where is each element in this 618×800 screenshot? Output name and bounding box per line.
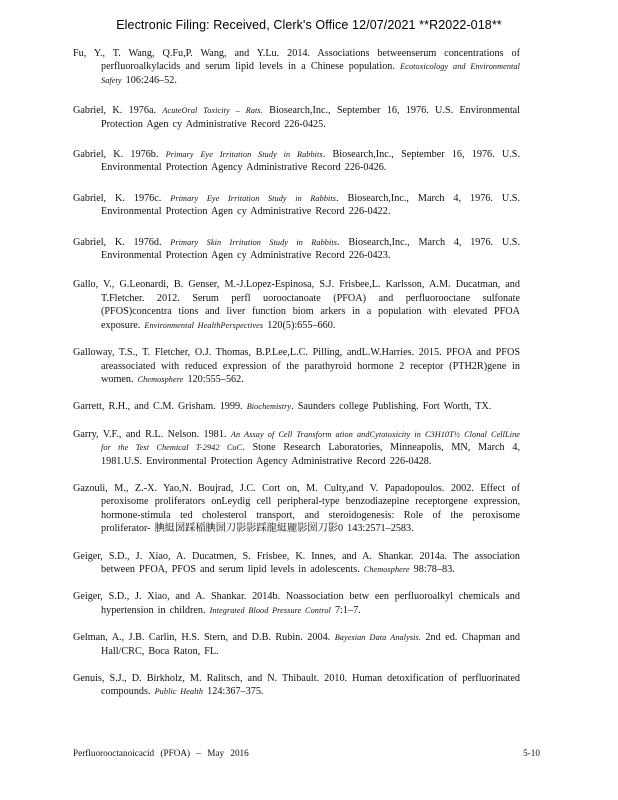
reference-geiger-2014a: Geiger, S.D., J. Xiao, A. Ducatmen, S. Frisbee, K. Innes, and A. Shankar. 2014a. The association between PFOA, PFOS and serum lipid levels in adolescents. Chemosphere 98:78–83.: [73, 550, 520, 575]
reference-galloway-2015: Galloway, T.S., T. Fletcher, O.J. Thomas, B.P.Lee,L.C. Pilling, andL.W.Harries. 2015. PFOA and PFOS areassociated with reduced expression of the parathyroid hormone 2 receptor (PTH2R)gene in women. Chemosphere 120:555–562.: [73, 347, 520, 385]
reference-garry-1981: Garry, V.F., and R.L. Nelson. 1981. An Assay of Cell Transform ation andCytotoxicity in C3H10T½ Clonal CellLine for the Test Chemical T-2942 CoC. Stone Research Laboratories, Minneapolis, MN, March 4, 1981.U.S. Environmental Protection Agency Administrative Record 226-0428.: [73, 428, 521, 467]
filing-stamp: Electronic Filing: Received, Clerk's Office 12/07/2021 **R2022-018**: [116, 18, 502, 32]
reference-fu-2014: Fu, Y., T. Wang, Q.Fu,P. Wang, and Y.Lu. 2014. Associations betweenserum concentrations of perfluoroalkylacids and serum lipid levels in a Chinese population. Ecotoxicology and Environmental Safety 106:246–52.: [73, 48, 520, 86]
reference-gazouli-2002: Gazouli, M., Z.-X. Yao,N. Boujrad, J.C. Cort on, M. Culty,and V. Papadopoulos. 2002. Effect of peroxisome proliferators onLeydig cell peripheral-type benzodiazepine receptorgene expression, hormone-stimula ted cholesterol transport, and steroidogenesis: Role of the peroxisome proliferator- 腆綎圀踩稲腆圀刀影影踩龍綎龎影圀刀影0 143:2571–2583.: [73, 482, 520, 535]
reference-list: [73, 47, 520, 699]
reference-gabriel-1976a: Gabriel, K. 1976a. AcuteOral Toxicity – Rats. Biosearch,Inc., September 16, 1976. U.S. Environmental Protection Agen cy Administrative Record 226-0425.: [73, 105, 520, 130]
reference-gelman-2004: Gelman, A., J.B. Carlin, H.S. Stern, and D.B. Rubin. 2004. Bayesian Data Analysis. 2nd ed. Chapman and Hall/CRC, Boca Raton, FL.: [73, 632, 521, 657]
reference-gabriel-1976c: Gabriel, K. 1976c. Primary Eye Irritation Study in Rabbits. Biosearch,Inc., March 4, 1976. U.S. Environmental Protection Agen cy Administrative Record 226-0422.: [73, 192, 521, 218]
reference-geiger-2014b: Geiger, S.D., J. Xiao, and A. Shankar. 2014b. Noassociation betw een perfluoroalkyl chemicals and hypertension in children. Integrated Blood Pressure Control 7:1–7.: [73, 591, 520, 616]
reference-garrett-1999: Garrett, R.H., and C.M. Grisham. 1999. Biochemistry. Saunders college Publishing. Fort Worth, TX.: [73, 401, 492, 413]
reference-gallo-2012: Gallo, V., G.Leonardi, B. Genser, M.-J.Lopez-Espinosa, S.J. Frisbee,L. Karlsson, A.M. Ducatman, and T.Fletcher. 2012. Serum perfl uorooctanoate (PFOA) and perfluorooctane sulfonate (PFOS)concentra tions and liver function biom arkers in a population with elevated PFOA exposure. Environmental HealthPerspectives 120(5):655–660.: [73, 279, 520, 331]
reference-genuis-2010: Genuis, S.J., D. Birkholz, M. Ralitsch, and N. Thibault. 2010. Human detoxification of perfluorinated compounds. Public Health 124:367–375.: [73, 673, 520, 698]
reference-gabriel-1976d: Gabriel, K. 1976d. Primary Skin Irritation Study in Rabbits. Biosearch,Inc., March 4, 1976. U.S. Environmental Protection Agen cy Administrative Record 226-0423.: [73, 236, 521, 262]
footer-document-title: Perfluorooctanoicacid (PFOA) – May 2016: [73, 748, 249, 758]
page-number: 5-10: [523, 748, 540, 758]
reference-gabriel-1976b: Gabriel, K. 1976b. Primary Eye Irritation Study in Rabbits. Biosearch,Inc., September 16, 1976. U.S. Environmental Protection Agency Administrative Record 226-0426.: [73, 149, 521, 174]
